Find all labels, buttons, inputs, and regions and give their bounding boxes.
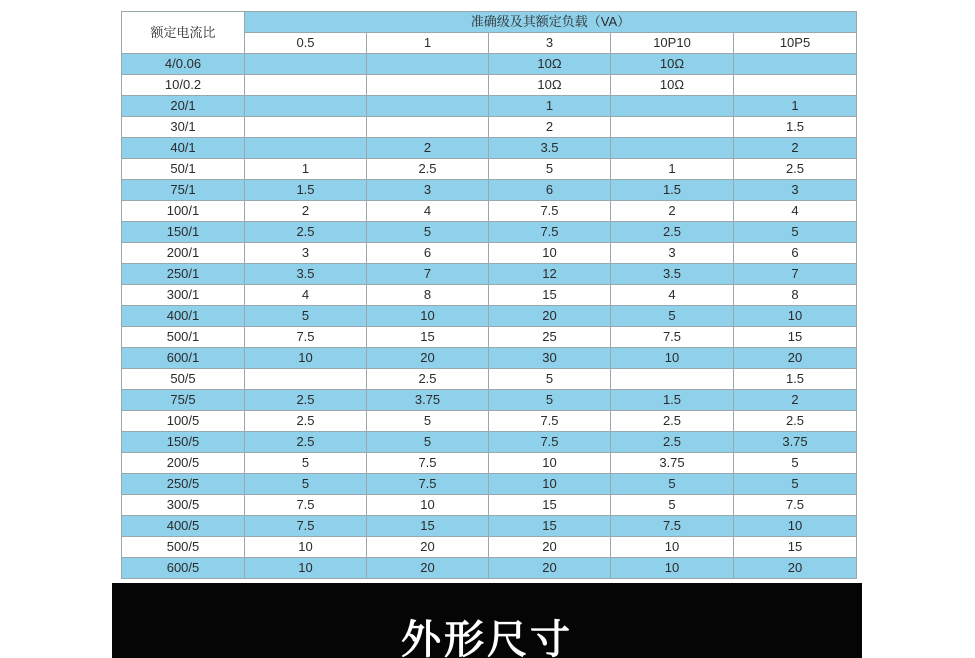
table-row [122, 369, 857, 390]
load-value-cell: 2 [734, 138, 857, 159]
ratio-cell: 150/5 [122, 432, 245, 453]
load-value-cell: 15 [734, 327, 857, 348]
load-value-cell: 5 [367, 432, 489, 453]
table-row [122, 495, 857, 516]
load-value-cell: 7.5 [245, 495, 367, 516]
table-row [122, 201, 857, 222]
load-value-cell [734, 75, 857, 96]
load-value-cell: 7.5 [245, 516, 367, 537]
class-header-10p10: 10P10 [611, 33, 734, 54]
ratio-cell: 100/5 [122, 411, 245, 432]
load-value-cell: 7.5 [611, 327, 734, 348]
load-value-cell: 20 [489, 537, 611, 558]
load-value-cell: 3.5 [245, 264, 367, 285]
ratio-cell: 10/0.2 [122, 75, 245, 96]
table-body [122, 54, 857, 579]
load-value-cell: 7.5 [245, 327, 367, 348]
table-row [122, 159, 857, 180]
load-value-cell: 4 [245, 285, 367, 306]
load-value-cell: 4 [611, 285, 734, 306]
load-value-cell: 30 [489, 348, 611, 369]
load-value-cell: 6 [489, 180, 611, 201]
load-value-cell: 2.5 [245, 432, 367, 453]
footer-banner [112, 583, 862, 658]
load-value-cell: 7.5 [611, 516, 734, 537]
table-row [122, 537, 857, 558]
load-value-cell [611, 369, 734, 390]
load-value-cell: 10 [489, 453, 611, 474]
load-value-cell: 2 [367, 138, 489, 159]
load-value-cell: 10 [734, 516, 857, 537]
ratio-cell: 600/5 [122, 558, 245, 579]
table-row [122, 474, 857, 495]
load-value-cell: 5 [367, 222, 489, 243]
load-value-cell: 10 [611, 348, 734, 369]
load-value-cell: 1.5 [611, 180, 734, 201]
ratio-cell: 50/5 [122, 369, 245, 390]
load-value-cell: 2.5 [367, 159, 489, 180]
ratio-cell: 100/1 [122, 201, 245, 222]
load-value-cell: 7.5 [734, 495, 857, 516]
ratio-column-header: 额定电流比 [122, 12, 245, 54]
load-value-cell: 2.5 [611, 222, 734, 243]
class-header-3: 3 [489, 33, 611, 54]
load-value-cell [611, 138, 734, 159]
load-value-cell: 10 [489, 474, 611, 495]
load-value-cell: 2 [734, 390, 857, 411]
load-value-cell: 20 [367, 537, 489, 558]
load-value-cell: 10 [245, 348, 367, 369]
load-value-cell: 2.5 [245, 222, 367, 243]
load-value-cell: 7.5 [367, 474, 489, 495]
load-value-cell: 5 [734, 453, 857, 474]
load-value-cell: 2 [489, 117, 611, 138]
table-row [122, 180, 857, 201]
load-value-cell: 8 [734, 285, 857, 306]
table-row [122, 285, 857, 306]
load-value-cell: 10Ω [611, 75, 734, 96]
load-value-cell [245, 138, 367, 159]
table-row [122, 390, 857, 411]
section-title: 外形尺寸 [401, 617, 573, 658]
table-row [122, 432, 857, 453]
load-value-cell: 2.5 [734, 159, 857, 180]
load-value-cell: 5 [611, 495, 734, 516]
load-value-cell: 12 [489, 264, 611, 285]
table-row [122, 117, 857, 138]
table-row [122, 453, 857, 474]
load-value-cell: 15 [367, 516, 489, 537]
load-value-cell: 1.5 [245, 180, 367, 201]
load-value-cell: 6 [367, 243, 489, 264]
load-value-cell: 25 [489, 327, 611, 348]
load-value-cell: 20 [367, 348, 489, 369]
load-value-cell: 15 [734, 537, 857, 558]
load-value-cell: 3 [367, 180, 489, 201]
load-value-cell: 7 [367, 264, 489, 285]
load-value-cell: 1.5 [611, 390, 734, 411]
ratio-cell: 4/0.06 [122, 54, 245, 75]
load-value-cell [611, 117, 734, 138]
load-value-cell: 3.75 [367, 390, 489, 411]
ratio-cell: 300/1 [122, 285, 245, 306]
load-value-cell: 1 [734, 96, 857, 117]
rated-load-table [121, 11, 857, 579]
ratio-cell: 50/1 [122, 159, 245, 180]
load-value-cell: 2 [611, 201, 734, 222]
load-value-cell: 15 [489, 495, 611, 516]
load-value-cell: 15 [367, 327, 489, 348]
accuracy-group-header: 准确级及其额定负载（VA） [245, 12, 857, 33]
load-value-cell: 2 [245, 201, 367, 222]
load-value-cell: 20 [367, 558, 489, 579]
class-header-1: 1 [367, 33, 489, 54]
load-value-cell: 2.5 [611, 432, 734, 453]
ratio-cell: 150/1 [122, 222, 245, 243]
load-value-cell: 4 [367, 201, 489, 222]
load-value-cell: 1 [611, 159, 734, 180]
load-value-cell: 10 [489, 243, 611, 264]
table-row [122, 558, 857, 579]
load-value-cell: 1 [489, 96, 611, 117]
load-value-cell: 3 [734, 180, 857, 201]
load-value-cell [611, 96, 734, 117]
ratio-cell: 500/5 [122, 537, 245, 558]
load-value-cell: 2.5 [611, 411, 734, 432]
load-value-cell: 10 [734, 306, 857, 327]
load-value-cell: 2.5 [734, 411, 857, 432]
ratio-cell: 20/1 [122, 96, 245, 117]
ratio-cell: 30/1 [122, 117, 245, 138]
load-value-cell [245, 75, 367, 96]
load-value-cell: 10 [367, 495, 489, 516]
table-row [122, 75, 857, 96]
load-value-cell [245, 96, 367, 117]
load-value-cell: 5 [489, 159, 611, 180]
load-value-cell: 3.5 [611, 264, 734, 285]
ratio-cell: 250/5 [122, 474, 245, 495]
load-value-cell [367, 54, 489, 75]
ratio-cell: 200/1 [122, 243, 245, 264]
ratio-cell: 600/1 [122, 348, 245, 369]
load-value-cell: 10 [611, 558, 734, 579]
load-value-cell: 2.5 [367, 369, 489, 390]
class-header-10p5: 10P5 [734, 33, 857, 54]
load-value-cell: 5 [245, 474, 367, 495]
load-value-cell: 2.5 [245, 411, 367, 432]
load-value-cell: 7.5 [489, 432, 611, 453]
load-value-cell: 20 [734, 348, 857, 369]
ratio-cell: 400/5 [122, 516, 245, 537]
load-value-cell: 1.5 [734, 369, 857, 390]
table-row [122, 54, 857, 75]
load-value-cell: 3 [245, 243, 367, 264]
load-value-cell: 10Ω [489, 75, 611, 96]
load-value-cell [245, 369, 367, 390]
ratio-cell: 75/5 [122, 390, 245, 411]
load-value-cell: 1.5 [734, 117, 857, 138]
load-value-cell: 15 [489, 285, 611, 306]
table-row [122, 516, 857, 537]
load-value-cell: 5 [367, 411, 489, 432]
table-row [122, 96, 857, 117]
load-value-cell: 1 [245, 159, 367, 180]
ratio-cell: 250/1 [122, 264, 245, 285]
load-value-cell: 10 [367, 306, 489, 327]
table-row [122, 243, 857, 264]
load-value-cell: 10Ω [611, 54, 734, 75]
load-value-cell [367, 117, 489, 138]
load-value-cell: 10 [245, 558, 367, 579]
table-row [122, 411, 857, 432]
load-value-cell: 7.5 [489, 222, 611, 243]
ratio-cell: 75/1 [122, 180, 245, 201]
load-value-cell: 4 [734, 201, 857, 222]
load-value-cell: 10 [245, 537, 367, 558]
load-value-cell: 3 [611, 243, 734, 264]
load-value-cell: 2.5 [245, 390, 367, 411]
load-value-cell: 15 [489, 516, 611, 537]
load-value-cell: 7.5 [367, 453, 489, 474]
class-header-0-5: 0.5 [245, 33, 367, 54]
load-value-cell: 5 [734, 222, 857, 243]
table-row [122, 222, 857, 243]
load-value-cell: 7.5 [489, 201, 611, 222]
ratio-cell: 300/5 [122, 495, 245, 516]
table-row [122, 348, 857, 369]
load-value-cell: 5 [489, 390, 611, 411]
load-value-cell: 3.5 [489, 138, 611, 159]
load-value-cell: 3.75 [611, 453, 734, 474]
load-value-cell: 20 [734, 558, 857, 579]
ratio-cell: 200/5 [122, 453, 245, 474]
load-value-cell: 10 [611, 537, 734, 558]
load-value-cell: 5 [245, 306, 367, 327]
load-value-cell [245, 54, 367, 75]
ratio-cell: 400/1 [122, 306, 245, 327]
table-row [122, 138, 857, 159]
table-row [122, 306, 857, 327]
load-value-cell: 5 [734, 474, 857, 495]
load-value-cell: 7 [734, 264, 857, 285]
load-value-cell: 5 [611, 306, 734, 327]
load-value-cell [367, 96, 489, 117]
load-value-cell: 6 [734, 243, 857, 264]
ratio-cell: 500/1 [122, 327, 245, 348]
load-value-cell [367, 75, 489, 96]
load-value-cell [734, 54, 857, 75]
load-value-cell: 8 [367, 285, 489, 306]
table-row [122, 327, 857, 348]
load-value-cell [245, 117, 367, 138]
load-value-cell: 5 [245, 453, 367, 474]
load-value-cell: 5 [611, 474, 734, 495]
table-row [122, 264, 857, 285]
ratio-cell: 40/1 [122, 138, 245, 159]
load-value-cell: 5 [489, 369, 611, 390]
load-value-cell: 3.75 [734, 432, 857, 453]
load-value-cell: 10Ω [489, 54, 611, 75]
load-value-cell: 20 [489, 306, 611, 327]
load-value-cell: 7.5 [489, 411, 611, 432]
load-value-cell: 20 [489, 558, 611, 579]
